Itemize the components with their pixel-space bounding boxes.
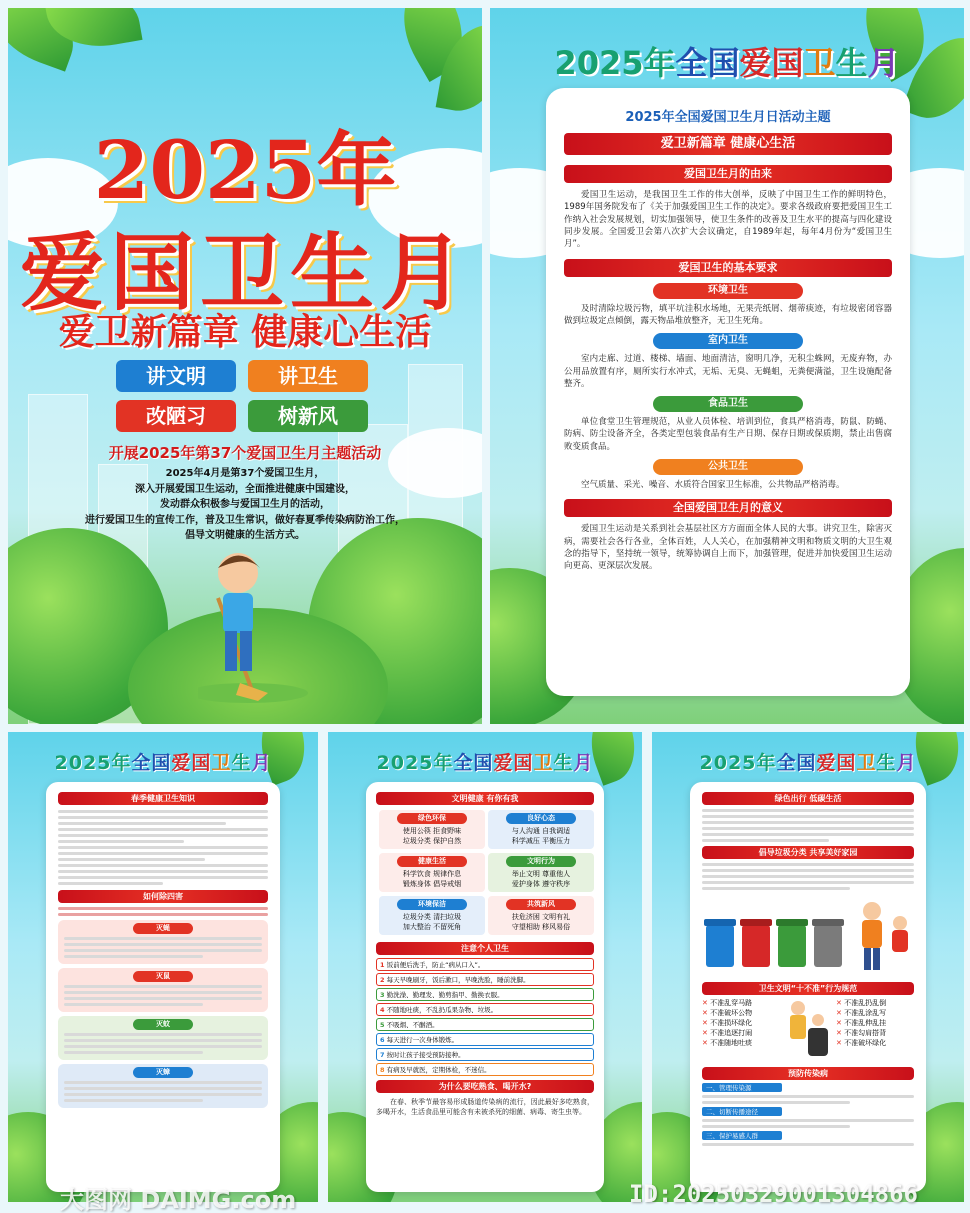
tip-item: 4 不随地吐痰，不乱扔瓜果杂物、垃圾。 bbox=[376, 1003, 594, 1016]
sub-text: 单位食堂卫生管理规范，从业人员体检、培训到位，食具严格消毒，防鼠、防蝇、防病、防尘设备齐全，各类定型包装食品有生产日期、保存日期或保质期，禁止出售腐败变质食品。 bbox=[564, 417, 892, 452]
main-slogan: 爱卫新篇章 健康心生活 bbox=[58, 311, 432, 353]
sub-section bbox=[564, 333, 892, 390]
header-part: 2025年 bbox=[54, 752, 132, 774]
small2-sec-title: 文明健康 有你有我 bbox=[376, 792, 594, 805]
sub-section bbox=[564, 283, 892, 328]
rules-left bbox=[702, 998, 782, 1048]
tip-item: 6 每天进行一次身体锻炼。 bbox=[376, 1033, 594, 1046]
header-part: 月 bbox=[867, 44, 900, 82]
grid-cell-title: 环境保洁 bbox=[397, 899, 467, 910]
header-part: 卫 bbox=[803, 44, 836, 82]
theme-title: 2025年全国爱国卫生月日活动主题 bbox=[625, 110, 831, 125]
sub-box bbox=[58, 968, 268, 1012]
grid-cell bbox=[379, 853, 485, 892]
small1-sec2-title: 如何除四害 bbox=[58, 890, 268, 903]
header-part: 月 bbox=[896, 752, 917, 774]
header-part: 卫 bbox=[533, 752, 554, 774]
rule-text: 不准随地吐痰 bbox=[710, 1039, 753, 1047]
grid-line: 加大整治 不留死角 bbox=[402, 923, 462, 931]
sub-label: 灭蟑 bbox=[133, 1067, 193, 1078]
header-part: 全国 bbox=[453, 752, 494, 774]
small2-card bbox=[366, 782, 604, 1192]
qa-text: 在春、秋季节最容易形成肠道传染病的流行，因此最好多吃熟食，多喝开水，生活食品里可能含有未被杀死的细菌、病毒、寄生虫等。 bbox=[376, 1098, 594, 1117]
header-part: 爱国 bbox=[816, 752, 857, 774]
main-intro bbox=[18, 466, 472, 544]
header-part: 月 bbox=[573, 752, 594, 774]
rule-text: 不准乱穿马路 bbox=[710, 999, 753, 1007]
step-label: 一、管理传染源 bbox=[702, 1083, 782, 1092]
rule-item: ✕ 不准乱扔乱倒 bbox=[836, 999, 887, 1007]
watermark-right: ID:20250329001304866 bbox=[629, 1180, 918, 1208]
garbage-bins-illustration bbox=[702, 897, 914, 975]
grid-cell bbox=[488, 853, 594, 892]
detail-poster bbox=[490, 8, 964, 724]
intro-line: 进行爱国卫生的宣传工作，普及卫生常识，做好春夏季传染病防治工作， bbox=[85, 514, 405, 526]
small3-sec1-title: 绿色出行 低碳生活 bbox=[702, 792, 914, 805]
sub-title-public: 公共卫生 bbox=[653, 459, 803, 475]
grid-line: 使用公筷 拒食野味 bbox=[402, 827, 462, 835]
rule-item: ✕ 不准乱伸乱挂 bbox=[836, 1019, 887, 1027]
cleaning-people-illustration bbox=[784, 998, 832, 1060]
tip-text: 不随地吐痰，不乱扔瓜果杂物、垃圾。 bbox=[386, 1006, 498, 1014]
rule-item: ✕ 不准乱穿马路 bbox=[702, 999, 753, 1007]
tip-text: 有病及早就医，定期体检，不迷信。 bbox=[386, 1066, 491, 1074]
intro-line: 倡导文明健康的生活方式。 bbox=[185, 530, 305, 541]
small1-card bbox=[46, 782, 280, 1192]
rule-item: ✕ 不准损坏绿化 bbox=[702, 1019, 753, 1027]
sub-label: 灭鼠 bbox=[133, 971, 193, 982]
header-part: 卫 bbox=[856, 752, 877, 774]
header-part: 全国 bbox=[131, 752, 172, 774]
grid-cell-title: 共筑新风 bbox=[506, 899, 576, 910]
small-poster-2 bbox=[328, 732, 642, 1202]
small1-sec-title: 春季健康卫生知识 bbox=[58, 792, 268, 805]
sub-label: 灭蚊 bbox=[133, 1019, 193, 1030]
tip-item: 2 每天早晚刷牙，饭后漱口，早晚洗脸，睡前洗脚。 bbox=[376, 973, 594, 986]
header-part: 生 bbox=[553, 752, 574, 774]
sub-box bbox=[58, 920, 268, 964]
intro-line: 2025年4月是第37个爱国卫生月， bbox=[165, 468, 325, 479]
header-part: 全国 bbox=[675, 44, 740, 82]
rule-text: 不准破坏绿化 bbox=[844, 1039, 887, 1047]
small-poster-1 bbox=[8, 732, 318, 1202]
grid-cell-title: 健康生活 bbox=[397, 856, 467, 867]
step-label: 三、保护易感人群 bbox=[702, 1131, 782, 1140]
pill-jiangweisheng: 讲卫生 bbox=[248, 360, 368, 392]
grid-cell-title: 文明行为 bbox=[506, 856, 576, 867]
detail-header bbox=[490, 38, 964, 84]
grid-line: 扶危济困 文明有礼 bbox=[511, 913, 571, 921]
header-part: 2025年 bbox=[376, 752, 454, 774]
header-part: 爱国 bbox=[739, 44, 804, 82]
tip-item: 1 饭前便后洗手，防止“病从口入”。 bbox=[376, 958, 594, 971]
main-poster bbox=[8, 8, 482, 724]
header-part: 月 bbox=[251, 752, 272, 774]
tip-text: 按时让孩子接受预防接种。 bbox=[386, 1051, 465, 1059]
sub-section bbox=[564, 396, 892, 453]
ghost-text-block bbox=[702, 809, 914, 842]
sub-title-food: 食品卫生 bbox=[653, 396, 803, 412]
header-part: 爱国 bbox=[171, 752, 212, 774]
small3-sec3-title: 卫生文明“十不准”行为规范 bbox=[702, 982, 914, 995]
header-part: 生 bbox=[835, 44, 868, 82]
rule-item: ✕ 不准乱涂乱写 bbox=[836, 1009, 887, 1017]
small2-header bbox=[328, 748, 642, 775]
rule-text: 不准乱扔乱倒 bbox=[844, 999, 887, 1007]
header-part: 生 bbox=[231, 752, 252, 774]
small3-header bbox=[652, 748, 964, 775]
sub-text: 空气质量、采光、噪音、水质符合国家卫生标准，公共物品严格消毒。 bbox=[581, 480, 845, 491]
header-part: 2025年 bbox=[554, 44, 676, 82]
rule-text: 不准乱伸乱挂 bbox=[844, 1019, 887, 1027]
sec3-text: 爱国卫生运动是关系到社会基层社区方方面面全体人民的大事。讲究卫生，除害灭病，需要社会各行各业，全体百姓，人人关心，在加强精神文明和物质文明的大卫生观念的指导下，坚持统一领导，统筹协调自上而下，加强管理，促进并加快爱国卫生运动向更高、更深层次发展。 bbox=[564, 524, 892, 572]
rule-item: ✕ 不准勾肩搭背 bbox=[836, 1029, 887, 1037]
ghost-text-block bbox=[702, 863, 914, 890]
sec1-title: 爱国卫生月的由来 bbox=[564, 165, 892, 183]
grid-line: 爱护身体 遵守秩序 bbox=[511, 880, 571, 888]
pill-jiangwenming: 讲文明 bbox=[116, 360, 236, 392]
small1-header bbox=[8, 748, 318, 775]
pill-gailouxi: 改陋习 bbox=[116, 400, 236, 432]
qa-title: 为什么要吃熟食、喝开水? bbox=[376, 1080, 594, 1093]
tip-text: 每天早晚刷牙，饭后漱口，早晚洗脸，睡前洗脚。 bbox=[386, 976, 530, 984]
header-part: 2025年 bbox=[699, 752, 777, 774]
header-part: 卫 bbox=[211, 752, 232, 774]
rule-item: ✕ 不准追逐打闹 bbox=[702, 1029, 753, 1037]
sub-section bbox=[564, 459, 892, 491]
tips-list bbox=[376, 958, 594, 1076]
grid-line: 科学减压 平衡压力 bbox=[511, 837, 571, 845]
header-part: 爱国 bbox=[493, 752, 534, 774]
rule-item: ✕ 不准随地吐痰 bbox=[702, 1039, 753, 1047]
grid-cell bbox=[488, 896, 594, 935]
intro-line: 深入开展爱国卫生运动，全面推进健康中国建设， bbox=[135, 483, 355, 495]
small3-sec4-title: 预防传染病 bbox=[702, 1067, 914, 1080]
grid-line: 与人沟通 自我调适 bbox=[511, 827, 571, 835]
grid-line: 锻炼身体 倡导戒烟 bbox=[402, 880, 462, 888]
tips-title: 注意个人卫生 bbox=[376, 942, 594, 955]
watermark-left: 大图网 DAIMG.com bbox=[60, 1186, 297, 1213]
rule-text: 不准勾肩搭背 bbox=[844, 1029, 887, 1037]
pill-shuxinfeng: 树新风 bbox=[248, 400, 368, 432]
rules-right bbox=[836, 998, 916, 1048]
grid-line: 垃圾分类 清扫垃圾 bbox=[402, 913, 462, 921]
rule-text: 不准损坏绿化 bbox=[710, 1019, 753, 1027]
tip-item: 5 不吸烟、不酗酒。 bbox=[376, 1018, 594, 1031]
civility-grid bbox=[376, 810, 594, 939]
tip-text: 不吸烟、不酗酒。 bbox=[386, 1021, 439, 1029]
small3-card bbox=[690, 782, 926, 1192]
sec1-text: 爱国卫生运动，是我国卫生工作的伟大创举，反映了中国卫生工作的鲜明特色，1989年国务院发布了《关于加强爱国卫生工作的决定》。要求各级政府要把爱国卫生工作纳入社会发展规划，切实加强领导，使卫生条件的改善及卫生水平的提高与四化建设同步发展。全国爱卫会第八次扩大会议确定，自1989年起，每年4月份为“爱国卫生月”。 bbox=[564, 190, 892, 250]
tip-text: 每天进行一次身体锻炼。 bbox=[386, 1036, 459, 1044]
sub-box bbox=[58, 1016, 268, 1060]
sub-box bbox=[58, 1064, 268, 1108]
sec2-title: 爱国卫生的基本要求 bbox=[564, 259, 892, 277]
header-part: 生 bbox=[876, 752, 897, 774]
rule-text: 不准追逐打闹 bbox=[710, 1029, 753, 1037]
rule-item: ✕ 不准破坏公物 bbox=[702, 1009, 753, 1017]
ghost-text-block bbox=[58, 907, 268, 916]
sub-text: 室内走廊、过道、楼梯、墙面、地面清洁，窗明几净，无积尘蛛网，无废弃物，办公用品放置有序，厕所实行水冲式，无垢、无臭、无蝇蛆，无粪便满溢，卫生设施配备整齐。 bbox=[564, 354, 892, 389]
rule-text: 不准破坏公物 bbox=[710, 1009, 753, 1017]
main-year-title: 2025年 bbox=[93, 123, 397, 217]
grid-cell bbox=[379, 810, 485, 849]
tip-item: 3 勤洗澡、勤理发、勤剪指甲、勤换衣服。 bbox=[376, 988, 594, 1001]
sub-text: 及时清除垃圾污物，填平坑洼积水场地，无果壳纸屑、烟蒂痰迹，有垃圾密闭容器做到垃圾定点倾倒，露天物品堆放整齐，无卫生死角。 bbox=[564, 303, 892, 326]
grid-line: 守望相助 移风易俗 bbox=[511, 923, 571, 931]
grid-line: 举止文明 尊重他人 bbox=[511, 870, 571, 878]
sub-label: 灭蝇 bbox=[133, 923, 193, 934]
small3-sec2-title: 倡导垃圾分类 共享美好家园 bbox=[702, 846, 914, 859]
rule-item: ✕ 不准破坏绿化 bbox=[836, 1039, 887, 1047]
sub-title-env: 环境卫生 bbox=[653, 283, 803, 299]
boy-sweeping-illustration bbox=[198, 543, 308, 703]
main-title: 爱国卫生月 bbox=[19, 223, 470, 322]
prevention-steps bbox=[702, 1083, 914, 1146]
tip-text: 勤洗澡、勤理发、勤剪指甲、勤换衣服。 bbox=[386, 991, 504, 999]
header-part: 全国 bbox=[776, 752, 817, 774]
rule-text: 不准乱涂乱写 bbox=[844, 1009, 887, 1017]
tip-item: 8 有病及早就医，定期体检，不迷信。 bbox=[376, 1063, 594, 1076]
grid-cell-title: 绿色环保 bbox=[397, 813, 467, 824]
rules-block bbox=[702, 998, 914, 1064]
ghost-text-block bbox=[58, 810, 268, 885]
small-poster-3 bbox=[652, 732, 964, 1202]
detail-card bbox=[546, 88, 910, 696]
grid-cell bbox=[488, 810, 594, 849]
grid-cell bbox=[379, 896, 485, 935]
tip-item: 7 按时让孩子接受预防接种。 bbox=[376, 1048, 594, 1061]
intro-line: 发动群众积极参与爱国卫生月的活动， bbox=[160, 499, 330, 510]
grid-cell-title: 良好心态 bbox=[506, 813, 576, 824]
sec3-title: 全国爱国卫生月的意义 bbox=[564, 499, 892, 517]
sub-title-indoor: 室内卫生 bbox=[653, 333, 803, 349]
grid-line: 垃圾分类 保护自然 bbox=[402, 837, 462, 845]
grid-line: 科学饮食 规律作息 bbox=[402, 870, 462, 878]
theme-banner: 爱卫新篇章 健康心生活 bbox=[564, 133, 892, 155]
tip-text: 饭前便后洗手，防止“病从口入”。 bbox=[386, 961, 485, 969]
main-activity-title: 开展2025年第37个爱国卫生月主题活动 bbox=[108, 444, 382, 462]
step-label: 二、切断传播途径 bbox=[702, 1107, 782, 1116]
